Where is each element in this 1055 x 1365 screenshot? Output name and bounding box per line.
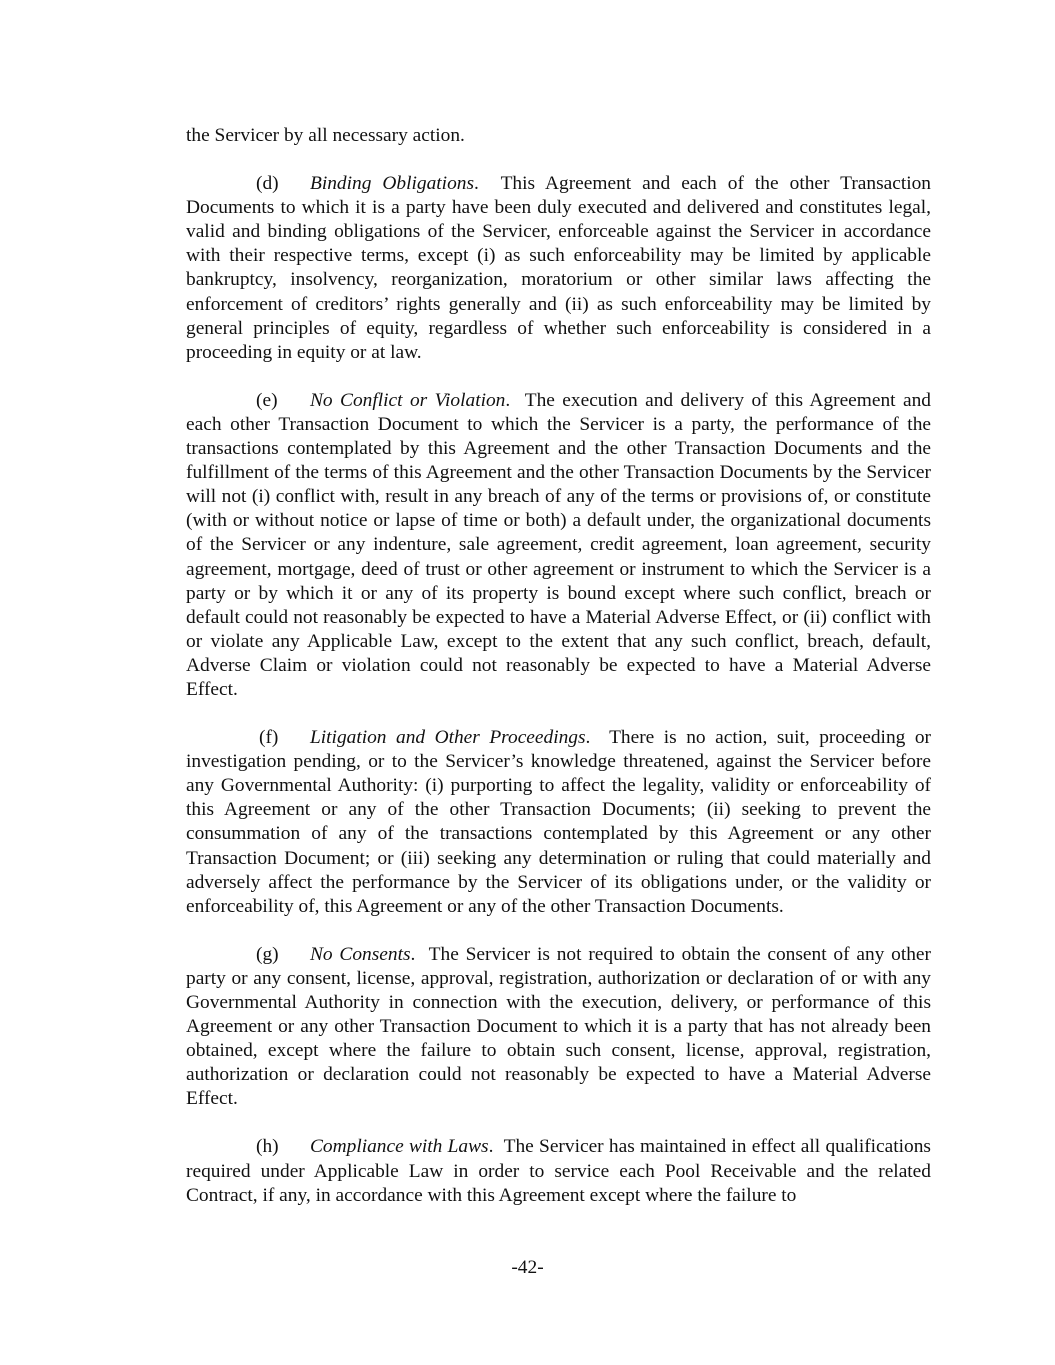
section-heading: Litigation and Other Proceedings — [310, 727, 586, 749]
section-number: (d) — [256, 173, 279, 195]
section-g: (g) No Consents. The Servicer is not required to obtain the consent of any other party or any consent, license, approval, registration, authorization or declaration of or with any Governmental Authority in connection with the execution, delivery, or performance of this Agreement or any other Transaction Document to which it is a party that has not already been obtained, except where the failure to obtain such consent, license, approval, registration, authorization or declaration could not reasonably be expected to have a Material Adverse Effect. — [186, 943, 931, 1110]
section-e: (e) No Conflict or Violation. The execution and delivery of this Agreement and each other Transaction Document to which the Servicer is a party, the performance of the transactions contemplated by this Agreement and the other Transaction Documents and the fulfillment of the terms of this Agreement and the other Transaction Documents by the Servicer will not (i) conflict with, result in any breach of any of the terms or provisions of, or constitute (with or without notice or lapse of time or both) a default under, the organizational documents of the Servicer or any indenture, sale agreement, credit agreement, loan agreement, security agreement, mortgage, deed of trust or other agreement or instrument to which the Servicer is a party or by which it or any of its property is bound except where such conflict, breach or default could not reasonably be expected to have a Material Adverse Effect, or (ii) conflict with or violate any Applicable Law, except to the extent that any such conflict, breach, default, Adverse Claim or violation could not reasonably be expected to have a Material Adverse Effect. — [186, 389, 931, 700]
section-number: (g) — [256, 943, 279, 965]
section-heading: Compliance with Laws — [310, 1136, 489, 1158]
section-h: (h) Compliance with Laws. The Servicer has maintained in effect all qualifications required under Applicable Law in order to service each Pool Receivable and the related Contract, if any, in accordance with this Agreement except where the failure to — [186, 1136, 931, 1206]
section-text: There is no action, suit, proceeding or investigation pending, or to the Servicer’s knowledge threatened, against the Servicer before any Governmental Authority: (i) purporting to affect the legality, validity or enforceability of this Agreement or any of the other Transaction Documents; (ii) seeking to prevent the consummation of any of the transactions contemplated by this Agreement or any other Transaction Document; or (iii) seeking any determination or ruling that could materially and adversely affect the performance by the Servicer of its obligations under, or the validity or enforceability of, this Agreement or any of the other Transaction Documents. — [186, 727, 931, 917]
section-heading: Binding Obligations — [310, 173, 475, 195]
continuation-text: the Servicer by all necessary action. — [186, 125, 465, 146]
document-body — [186, 124, 931, 1208]
section-text: The execution and delivery of this Agreement and each other Transaction Document to which the Servicer is a party, the performance of the transactions contemplated by this Agreement and the other Transaction Documents and the fulfillment of the terms of this Agreement and the other Transaction Documents by the Servicer will not (i) conflict with, result in any breach of any of the terms or provisions of, or constitute (with or without notice or lapse of time or both) a default under, the organizational documents of the Servicer or any indenture, sale agreement, credit agreement, loan agreement, security agreement, mortgage, deed of trust or other agreement or instrument to which the Servicer is a party or by which it or any of its property is bound except where such conflict, breach or default could not reasonably be expected to have a Material Adverse Effect, or (ii) conflict with or violate any Applicable Law, except to the extent that any such conflict, breach, default, Adverse Claim or violation could not reasonably be expected to have a Material Adverse Effect. — [186, 389, 931, 700]
section-text: The Servicer is not required to obtain the consent of any other party or any consent, license, approval, registration, authorization or declaration of or with any Governmental Authority in connection with the execution, delivery, or performance of this Agreement or any other Transaction Document to which it is a party that has not already been obtained, except where the failure to obtain such consent, license, approval, registration, authorization or declaration could not reasonably be expected to have a Material Adverse Effect. — [186, 943, 931, 1110]
section-number: (f) — [259, 727, 279, 749]
section-d: (d) Binding Obligations. This Agreement and each of the other Transaction Documents to which it is a party have been duly executed and delivered and constitutes legal, valid and binding obligations of the Servicer, enforceable against the Servicer in accordance with their respective terms, except (i) as such enforceability may be limited by applicable bankruptcy, insolvency, reorganization, moratorium or other similar laws affecting the enforcement of creditors’ rights generally and (ii) as such enforceability may be limited by general principles of equity, regardless of whether such enforceability is considered in a proceeding in equity or at law. — [186, 173, 932, 363]
section-number: (e) — [256, 389, 278, 411]
section-heading: No Conflict or Violation — [310, 389, 506, 411]
section-heading: No Consents — [310, 943, 411, 965]
section-number: (h) — [256, 1136, 279, 1158]
page-number: -42- — [511, 1257, 544, 1278]
section-text: This Agreement and each of the other Transaction Documents to which it is a party have been duly executed and delivered and constitutes legal, valid and binding obligations of the Servicer, enforceable against the Servicer in accordance with their respective terms, except (i) as such enforceability may be limited by applicable bankruptcy, insolvency, reorganization, moratorium or other similar laws affecting the enforcement of creditors’ rights generally and (ii) as such enforceability may be limited by general principles of equity, regardless of whether such enforceability is considered in a proceeding in equity or at law. — [186, 173, 932, 363]
section-text: The Servicer has maintained in effect all qualifications required under Applicable Law in order to service each Pool Receivable and the related Contract, if any, in accordance with this Agreement except where the failure to — [186, 1136, 931, 1206]
section-f: (f) Litigation and Other Proceedings. There is no action, suit, proceeding or investigation pending, or to the Servicer’s knowledge threatened, against the Servicer before any Governmental Authority: (i) purporting to affect the legality, validity or enforceability of this Agreement or any of the other Transaction Documents; (ii) seeking to prevent the consummation of any of the transactions contemplated by this Agreement or any other Transaction Document; or (iii) seeking any determination or ruling that could materially and adversely affect the performance by the Servicer of its obligations under, or the validity or enforceability of, this Agreement or any of the other Transaction Documents. — [186, 727, 931, 917]
